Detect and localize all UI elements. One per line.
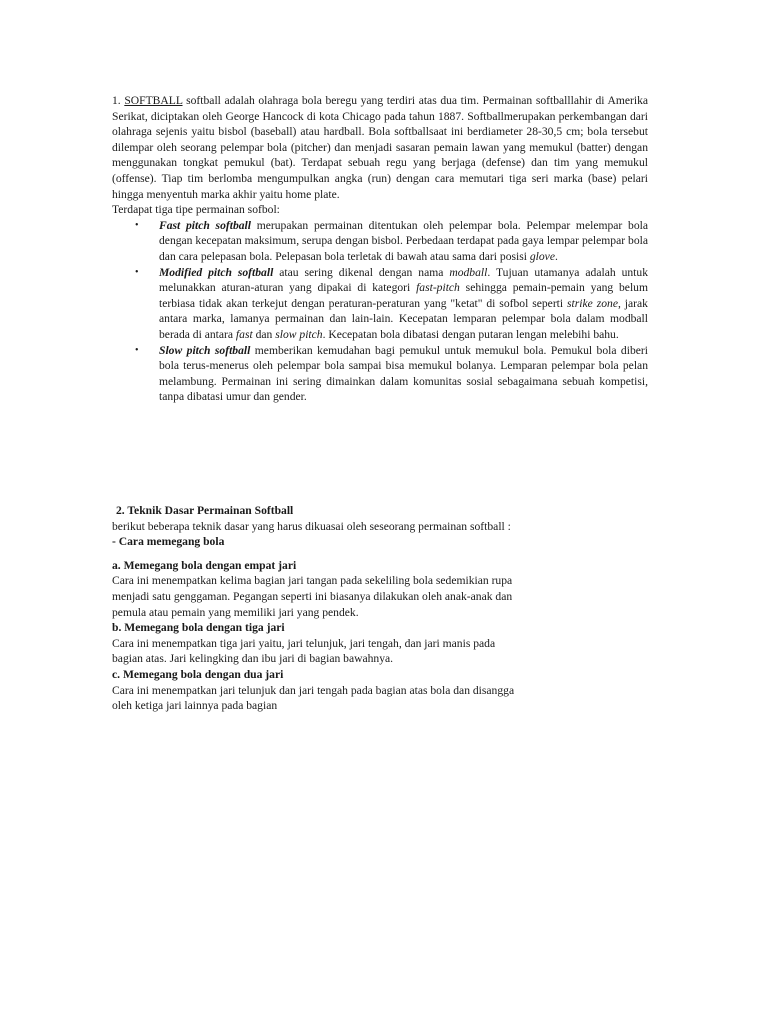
item-c-text: Cara ini menempatkan jari telunjuk dan jari tengah pada bagian atas bola dan disangga oleh ketiga jari lainnya pada bagian	[112, 683, 515, 713]
softball-intro-paragraph	[112, 93, 648, 202]
modified-text-4: , jarak antara marka, lamanya permainan dan lain-lain. Kecepatan lemparan pelempar bola dalam modball berada di antara	[159, 296, 648, 341]
term-fast-pitch: Fast pitch softball	[159, 218, 251, 232]
bullet-icon: •	[135, 266, 139, 278]
item-a-text: Cara ini menempatkan kelima bagian jari tangan pada sekeliling bola sedemikian rupa menjadi satu genggaman. Pegangan seperti ini biasanya dilakukan oleh anak-anak dan pemula atau pemain yang memiliki jari yang pendek.	[112, 574, 513, 619]
modified-italic-4: fast	[235, 327, 253, 341]
term-modified-pitch: Modified pitch softball	[159, 265, 274, 279]
softball-heading-link[interactable]: SOFTBALL	[124, 94, 183, 107]
modified-italic-1: modball	[449, 265, 488, 279]
modified-text-1: atau sering dikenal dengan nama	[273, 265, 450, 279]
fast-pitch-text: merupakan permainan ditentukan oleh pelempar bola. Pelempar melempar bola dengan kecepatan maksimum, serupa dengan bisbol. Perbedaan terdapat pada gaya lempar pelempar bola dan cara pelepasan bola. Pelepasan bola terletak di bawah atau sama dari posisi	[159, 218, 648, 263]
section-teknik-dasar	[112, 503, 572, 714]
modified-italic-5: slow pitch	[275, 327, 323, 341]
spacer	[112, 550, 572, 558]
section-2-heading: 2. Teknik Dasar Permainan Softball	[116, 504, 294, 517]
glove-term: glove	[529, 249, 555, 263]
modified-text-6: . Kecepatan bola dibatasi dengan putaran lengan melebihi bahu.	[322, 327, 619, 341]
section-number: 1.	[112, 94, 125, 107]
list-item-modified-pitch	[135, 265, 648, 343]
subheading-cara-memegang: - Cara memegang bola	[112, 535, 225, 549]
modified-italic-2: fast-pitch	[416, 281, 460, 295]
bullet-icon: •	[135, 219, 139, 231]
softball-intro-text: softball adalah olahraga bola beregu yang terdiri atas dua tim. Permainan softballlahir di Amerika Serikat, diciptakan oleh George Hancock di kota Chicago pada tahun 1887. Softballmerupakan perkembangan dari olahraga sejenis yaitu bisbol (baseball) atau hardball. Bola softballsaat ini berdiameter 28-30,5 cm; bola tersebut dilempar oleh seorang pelempar bola (pitcher) dan menjadi sasaran pemain lawan yang memukul (batter) dengan menggunakan tongkat pemukul (bat). Terdapat sebuah regu yang berjaga (defense) dan tim yang memukul (offense). Tiap tim berlomba mengumpulkan angka (run) dengan cara memutari tiga seri marka (base) pelari hingga menyentuh marka akhir yaitu home plate.	[112, 94, 649, 201]
slow-pitch-text: memberikan kemudahan bagi pemukul untuk memukul bola. Pemukul bola diberi bola terus-menerus oleh pelempar bola sampai bisa memukul bolanya. Lemparan pelempar bola pelan melambung. Permainan ini sering dimainkan dalam komunitas sosial sebagaimana sebuah kompetisi, tanpa dibatasi umur dan gender.	[159, 343, 648, 404]
item-b-text: Cara ini menempatkan tiga jari yaitu, jari telunjuk, jari tengah, dan jari manis pada bagian atas. Jari kelingking dan ibu jari di bagian bawahnya.	[112, 636, 496, 666]
item-c-title: c. Memegang bola dengan dua jari	[112, 667, 284, 681]
modified-italic-3: strike zone	[567, 296, 618, 310]
modified-text-5: dan	[252, 327, 276, 341]
section-2-intro: berikut beberapa teknik dasar yang harus dikuasai oleh seseorang permainan softball :	[112, 519, 511, 533]
softball-types-list	[112, 218, 648, 405]
list-item-slow-pitch	[135, 343, 648, 405]
item-b-title: b. Memegang bola dengan tiga jari	[112, 621, 285, 635]
list-item-fast-pitch	[135, 218, 648, 265]
term-slow-pitch: Slow pitch softball	[159, 343, 251, 357]
section-softball	[112, 93, 648, 405]
item-a-title: a. Memegang bola dengan empat jari	[112, 558, 297, 572]
modified-text-2: . Tujuan utamanya adalah untuk melunakkan aturan-aturan yang dipakai di kategori	[159, 265, 648, 295]
bullet-icon: •	[135, 344, 139, 356]
types-intro: Terdapat tiga tipe permainan sofbol:	[112, 203, 280, 217]
fast-pitch-end: .	[554, 249, 558, 263]
modified-text-3: sehingga pemain-pemain yang belum terbiasa tidak akan terkejut dengan peraturan-peraturan yang "ketat" di sofbol seperti	[159, 281, 648, 310]
